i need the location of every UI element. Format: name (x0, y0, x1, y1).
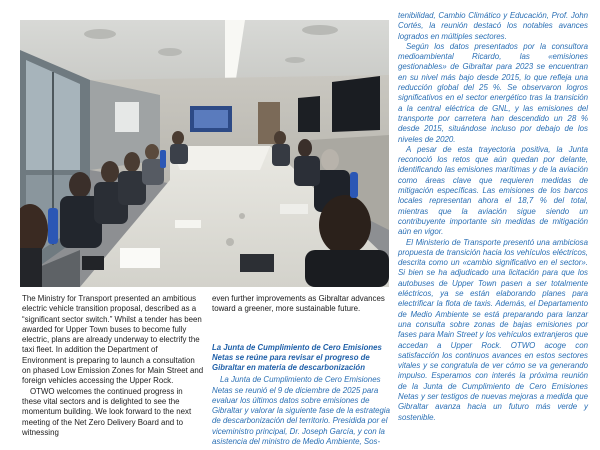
middle-column (212, 294, 392, 447)
spanish-paragraph-4: El Ministerio de Transporte presentó una ambiciosa propuesta de transición hacia los vehículos eléctricos, descrita como un «cambio significativo en el sector». Si bien se ha adjudicado una licitación para que los autobuses de Upper Town pasen a ser totalmente eléctricos, ya se están elaborando planes para electrificar la flota de taxis. Además, el Departamento de Medio Ambiente se está preparando para lanzar una consulta sobre zonas de bajas emisiones por fases para Main Street y los vehículos extranjeros que accedan a Upper Rock. OTWO acoge con satisfacción los continuos avances en estos sectores vitales y se congratula de ver cómo se va generando impulso. Esperamos con interés la próxima reunión de la Junta de Cumplimiento de Cero Emisiones Netas y ser testigos de nuevas mejoras a medida que Gibraltar avanza hacia un futuro más verde y sostenible. (398, 237, 588, 422)
spanish-paragraph-1: La Junta de Cumplimiento de Cero Emisiones Netas se reunió el 9 de diciembre de 2025 para evaluar los últimos datos sobre emisiones de Gibraltar y valorar la siguiente fase de la estrategia de descarbonización del territorio. Presidida por el viceministro principal, Dr. Joseph García, y con la asistencia del ministro de Medio Ambiente, Sos- (212, 375, 391, 446)
issue-label (0, 271, 1, 422)
english-column (22, 294, 204, 438)
spanish-paragraph-cont: tenibilidad, Cambio Climático y Educación, Prof. John Cortés, la reunión destacó los notables avances logrados en múltiples sectores. (398, 11, 588, 41)
sidebar (0, 0, 18, 450)
english-paragraph-1: The Ministry for Transport presented an ambitious electric vehicle transition proposal, described as a “significant sector switch.” Whilst a tender has been awarded for Upper Town buses to become fully electric, plans are already underway to electrify the taxi fleet. In addition the Department of Environment is preparing to launch a consultation on phased Low Emission Zones for Main Street and foreign vehicles accessing the Upper Rock. (22, 294, 204, 386)
meeting-room-photo (20, 20, 389, 287)
english-paragraph-2: OTWO welcomes the continued progress in these vital sectors and is delighted to see the momentum building. We look forward to the next meeting of the Net Zero Delivery Board and to witnessing (22, 386, 192, 437)
spanish-paragraph-2: Según los datos presentados por la consultora medioambiental Ricardo, las «emisiones gestionables» de Gibraltar para 2023 se encuentran en su nivel más bajo desde 2015, lo que refleja una reducción global del 25 %. Se observaron logros significativos en el sector energético tras la transición a la central eléctrica de GNL, y las emisiones del transporte por carretera han descendido un 28 % desde 2015, situándose incluso por debajo de los niveles de 2020. (398, 41, 588, 144)
right-column (398, 11, 588, 423)
spanish-paragraph-3: A pesar de esta trayectoria positiva, la Junta reconoció los retos que aún quedan por delante, identificando las emisiones marítimas y de la aviación como áreas clave que requieren medidas de mitigación específicas. Las emisiones de los barcos locales representan ahora el 18,7 % del total, mientras que la aviación sigue siendo un contribuyente importante sin medidas de mitigación aún en vigor. (398, 144, 588, 237)
spanish-headline: La Junta de Cumplimiento de Cero Emisiones Netas se reúne para revisar el progreso de Gibraltar en materia de descarbonización (212, 342, 382, 372)
english-paragraph-end: even further improvements as Gibraltar advances toward a greener, more sustainable future. (212, 294, 385, 314)
